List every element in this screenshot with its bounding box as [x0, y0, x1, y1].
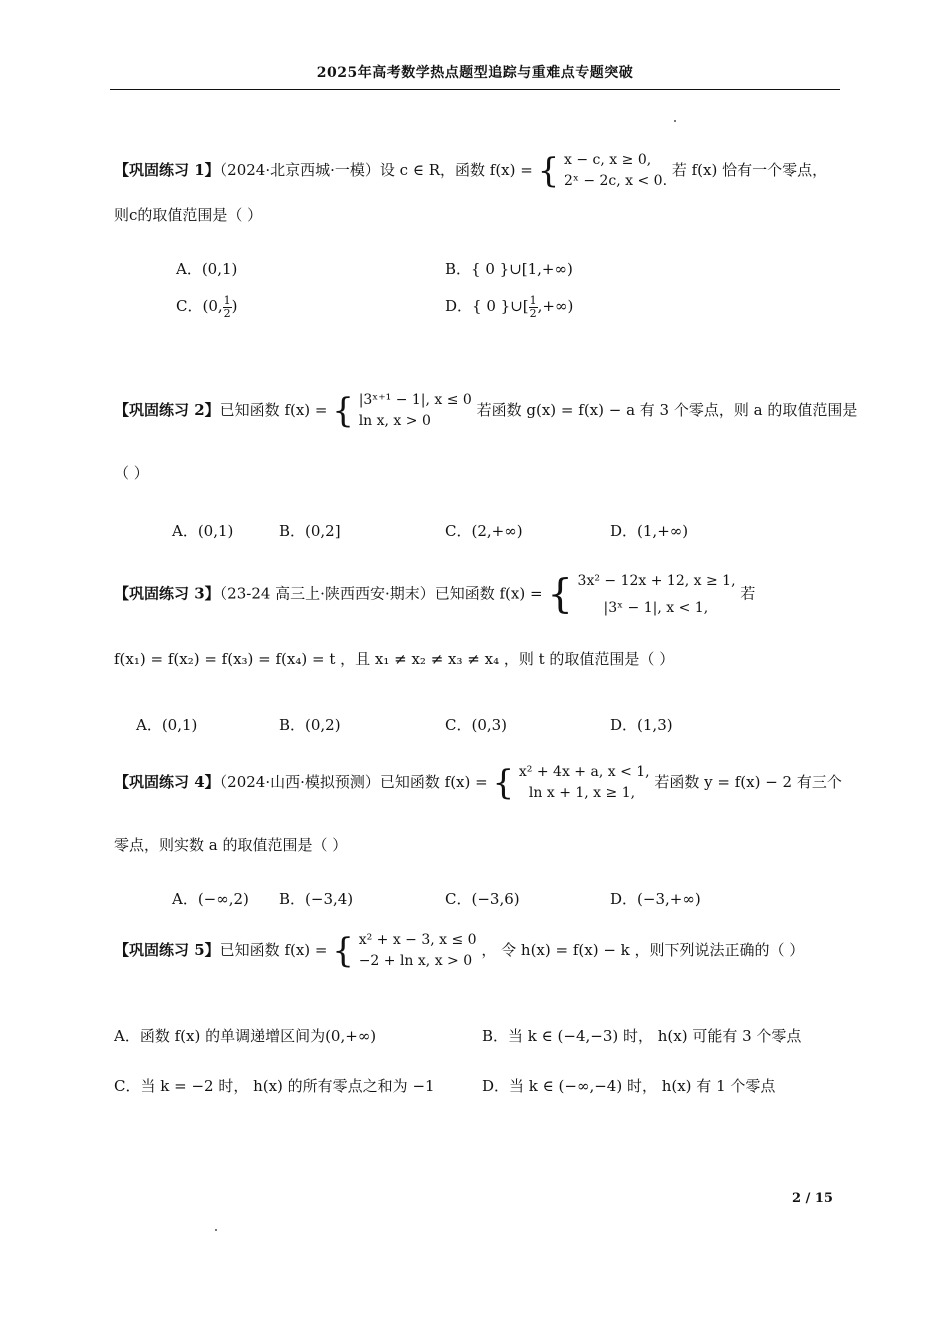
question-1-option-c: [176, 295, 238, 319]
question-1-option-a: A．(0,1): [176, 260, 238, 278]
fraction-numerator: 1: [529, 294, 537, 307]
fraction-denominator: 2: [529, 306, 537, 320]
question-4: [114, 762, 842, 804]
piecewise-brace: {: [492, 763, 515, 803]
question-2-option-a: A．(0,1): [172, 522, 234, 540]
question-4-cases: [519, 762, 650, 804]
question-2-option-b: B．(0,2]: [279, 522, 341, 540]
question-5: [114, 930, 804, 972]
question-2-case-1: |3ˣ⁺¹ − 1|, x ≤ 0: [358, 392, 472, 408]
question-3-option-d: D．(1,3): [610, 716, 673, 734]
question-4-option-a: A．(−∞,2): [172, 890, 249, 908]
page-header-title: 2025年高考数学热点题型追踪与重难点专题突破: [316, 65, 634, 81]
header-divider: [110, 89, 840, 90]
question-3-tail: 若: [740, 584, 756, 603]
piecewise-brace: {: [332, 391, 354, 431]
question-1: [114, 150, 827, 192]
option-c-prefix: C．(0,: [176, 297, 223, 316]
question-1-function-def: c ∈ R，函数 f(x) =: [399, 161, 538, 179]
question-4-function-def: （2024·山西·模拟预测）已知函数 f(x) =: [219, 773, 493, 791]
question-4-label: 【巩固练习 4】: [114, 773, 220, 791]
question-5-option-c: C．当 k = −2 时， h(x) 的所有零点之和为 −1: [114, 1077, 435, 1095]
question-4-case-2: ln x + 1, x ≥ 1,: [528, 785, 636, 801]
question-5-case-2: −2 + ln x, x > 0: [358, 953, 473, 969]
page-number: 2 / 15: [792, 1191, 833, 1206]
question-5-option-d: D．当 k ∈ (−∞,−4) 时， h(x) 有 1 个零点: [482, 1077, 776, 1095]
question-5-option-a: A．函数 f(x) 的单调递增区间为(0,+∞): [114, 1027, 377, 1045]
question-3-option-a: A．(0,1): [136, 716, 198, 734]
question-2-line-2: （ ）: [114, 464, 149, 482]
question-4-option-c: C．(−3,6): [445, 890, 520, 908]
fraction-one-half: [529, 295, 538, 319]
question-2-tail: 若函数 g(x) = f(x) − a 有 3 个零点，则 a 的取值范围是: [476, 401, 858, 419]
question-2-function-def: 已知函数 f(x) =: [219, 401, 333, 419]
question-5-tail: ， 令 h(x) = f(x) − k ，则下列说法正确的（ ）: [481, 941, 805, 959]
fraction-numerator: 1: [223, 294, 231, 307]
option-d-prefix: D．{ 0 }∪[: [445, 297, 529, 316]
piecewise-brace: {: [537, 151, 560, 191]
question-4-tail: 若函数 y = f(x) − 2 有三个: [654, 773, 842, 791]
question-2-case-2: ln x, x > 0: [358, 413, 431, 429]
question-1-tail: 若 f(x) 恰有一个零点，: [671, 161, 828, 179]
question-3-option-c: C．(0,3): [445, 716, 508, 734]
question-5-function-def: 已知函数 f(x) =: [219, 941, 333, 959]
option-d-suffix: ,+∞): [537, 297, 574, 316]
question-2-label: 【巩固练习 2】: [114, 401, 220, 419]
question-5-case-1: x² + x − 3, x ≤ 0: [358, 932, 477, 948]
question-3-line-2: f(x₁) = f(x₂) = f(x₃) = f(x₄) = t ，且 x₁ ≠ x₂ ≠ x₃ ≠ x₄ ，则 t 的取值范围是（ ）: [114, 650, 675, 668]
question-4-case-1: x² + 4x + a, x < 1,: [518, 764, 650, 780]
question-3: [114, 568, 755, 621]
question-4-option-d: D．(−3,+∞): [610, 890, 701, 908]
question-2-option-c: C．(2,+∞): [445, 522, 523, 540]
option-c-suffix: ): [231, 297, 238, 316]
piecewise-brace: {: [332, 931, 354, 971]
question-1-line-2: 则c的取值范围是（ ）: [114, 206, 263, 224]
question-2-option-d: D．(1,+∞): [610, 522, 689, 540]
question-2-cases: [359, 390, 472, 432]
stray-dot: [674, 120, 676, 122]
question-1-source: （2024·北京西城·一模）设: [219, 161, 395, 179]
question-1-option-b: B．{ 0 }∪[1,+∞): [445, 260, 573, 278]
question-1-option-d: [445, 295, 573, 319]
question-2: [114, 390, 857, 432]
question-4-option-b: B．(−3,4): [279, 890, 354, 908]
question-4-line-2: 零点，则实数 a 的取值范围是（ ）: [114, 836, 348, 854]
stray-dot: [215, 1229, 217, 1231]
question-1-case-2: 2ˣ − 2c, x < 0.: [564, 173, 668, 189]
question-5-cases: [359, 930, 477, 972]
question-3-option-b: B．(0,2): [279, 716, 341, 734]
question-1-label: 【巩固练习 1】: [114, 161, 220, 179]
question-3-cases: [578, 568, 736, 621]
question-3-case-1: 3x² − 12x + 12, x ≥ 1,: [577, 573, 736, 589]
question-5-option-b: B．当 k ∈ (−4,−3) 时， h(x) 可能有 3 个零点: [482, 1027, 802, 1045]
question-5-label: 【巩固练习 5】: [114, 941, 220, 959]
question-3-label: 【巩固练习 3】: [114, 584, 220, 603]
fraction-denominator: 2: [223, 306, 231, 320]
piecewise-brace: {: [547, 571, 573, 618]
question-1-case-1: x − c, x ≥ 0,: [564, 152, 652, 168]
question-3-function-def: （23-24 高三上·陕西西安·期末）已知函数 f(x) =: [219, 584, 548, 603]
question-3-case-2: |3ˣ − 1|, x < 1,: [603, 599, 709, 616]
fraction-one-half: [223, 295, 232, 319]
question-1-cases: [564, 150, 667, 192]
